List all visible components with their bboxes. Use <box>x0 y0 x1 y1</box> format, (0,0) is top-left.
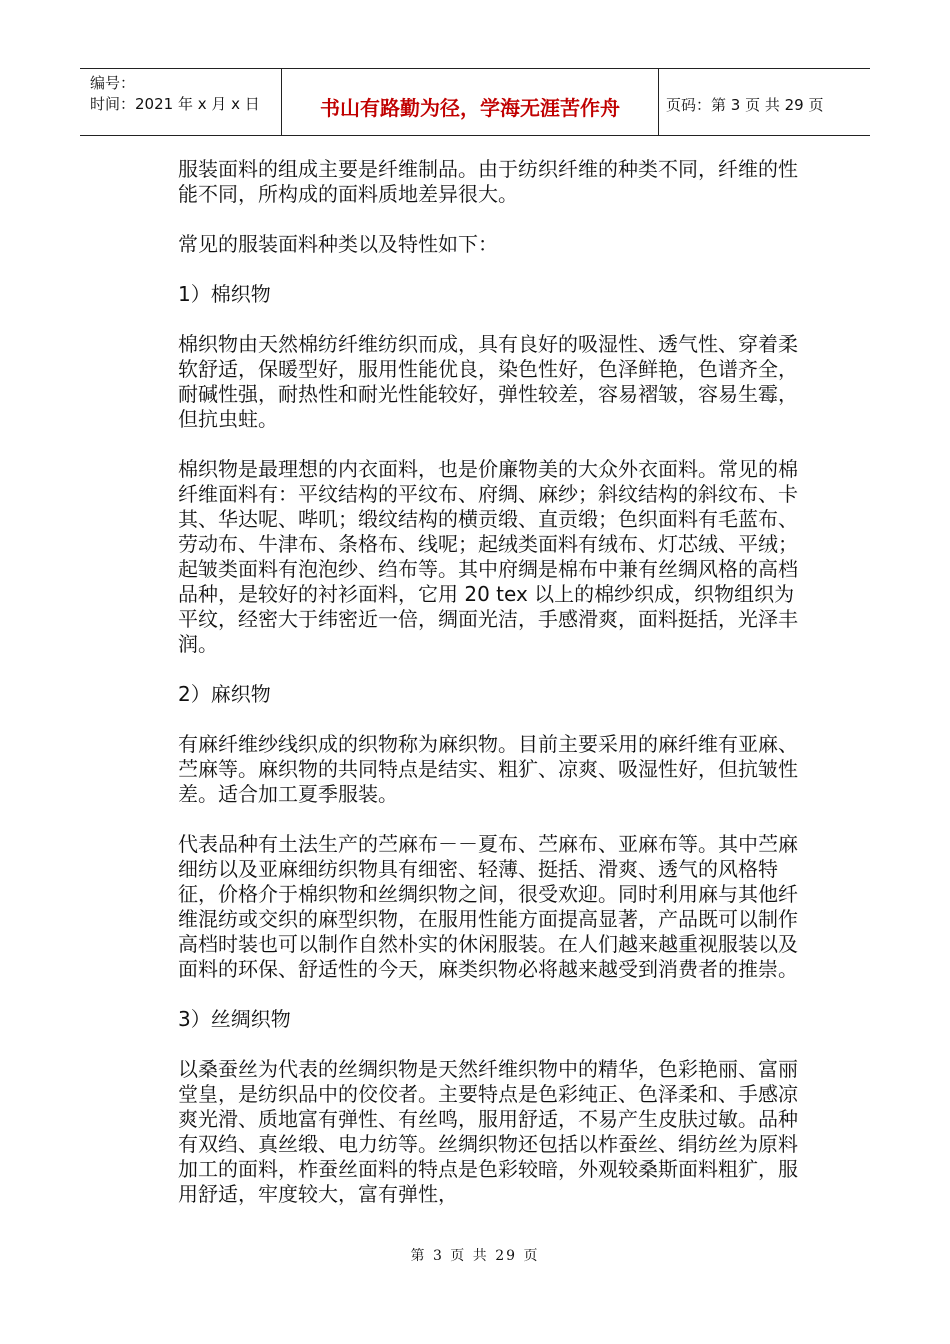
number-label: 编号： <box>90 74 136 92</box>
heading-linen: 2）麻织物 <box>178 682 271 706</box>
time-label: 时间：2021 年 x 月 x 日 <box>90 95 260 113</box>
page-footer: 第 3 页 共 29 页 <box>410 1248 540 1264</box>
header-page-cell <box>660 69 870 135</box>
heading-silk: 3）丝绸织物 <box>178 1007 291 1031</box>
paragraph-cotton-varieties: 棉织物是最理想的内衣面料，也是价廉物美的大众外衣面料。常见的棉纤维面料有：平纹结构的平纹布、府绸、麻纱；斜纹结构的斜纹布、卡其、华达呢、哔叽；缎纹结构的横贡缎、直贡缎；色织面料有毛蓝布、劳动布、牛津布、条格布、线呢；起绒类面料有绒布、灯芯绒、平绒；起皱类面料有泡泡纱、绉布等。其中府绸是棉布中兼有丝绸风格的高档品种，是较好的衬衫面料，它用 20 tex 以上的棉纱织成，织物组织为平纹，经密大于纬密近一倍，绸面光洁，手感滑爽，面料挺括，光泽丰润。 <box>178 457 798 656</box>
page-header <box>80 68 870 136</box>
paragraph-intro: 服装面料的组成主要是纤维制品。由于纺织纤维的种类不同，纤维的性能不同，所构成的面料质地差异很大。 <box>178 157 798 206</box>
paragraph-linen-properties: 有麻纤维纱线织成的织物称为麻织物。目前主要采用的麻纤维有亚麻、苎麻等。麻织物的共同特点是结实、粗犷、凉爽、吸湿性好，但抗皱性差。适合加工夏季服装。 <box>178 732 798 806</box>
paragraph-cotton-properties: 棉织物由天然棉纺纤维纺织而成，具有良好的吸湿性、透气性、穿着柔软舒适，保暖型好，服用性能优良，染色性好，色泽鲜艳，色谱齐全，耐碱性强，耐热性和耐光性能较好，弹性较差，容易褶皱，容易生霉，但抗虫蛀。 <box>178 332 798 431</box>
header-meta-cell <box>80 69 282 135</box>
heading-cotton: 1）棉织物 <box>178 282 271 306</box>
motto: 书山有路勤为径，学海无涯苦作舟 <box>320 96 620 120</box>
document-body <box>178 157 808 1232</box>
header-page-label: 页码：第 3 页 共 29 页 <box>666 96 824 114</box>
paragraph-types-intro: 常见的服装面料种类以及特性如下： <box>178 232 498 256</box>
paragraph-silk: 以桑蚕丝为代表的丝绸织物是天然纤维织物中的精华，色彩艳丽、富丽堂皇，是纺织品中的佼佼者。主要特点是色彩纯正、色泽柔和、手感凉爽光滑、质地富有弹性、有丝鸣，服用舒适，不易产生皮肤过敏。品种有双绉、真丝缎、电力纺等。丝绸织物还包括以柞蚕丝、绢纺丝为原料加工的面料，柞蚕丝面料的特点是色彩较暗，外观较桑斯面料粗犷，服用舒适，牢度较大，富有弹性， <box>178 1057 798 1206</box>
header-motto-cell <box>282 69 659 135</box>
paragraph-linen-varieties: 代表品种有土法生产的苎麻布－－夏布、苎麻布、亚麻布等。其中苎麻细纺以及亚麻细纺织物具有细密、轻薄、挺括、滑爽、透气的风格特征，价格介于棉织物和丝绸织物之间，很受欢迎。同时利用麻与其他纤维混纺或交织的麻型织物，在服用性能方面提高显著，产品既可以制作高档时装也可以制作自然朴实的休闲服装。在人们越来越重视服装以及面料的环保、舒适性的今天，麻类织物必将越来越受到消费者的推崇。 <box>178 832 798 981</box>
